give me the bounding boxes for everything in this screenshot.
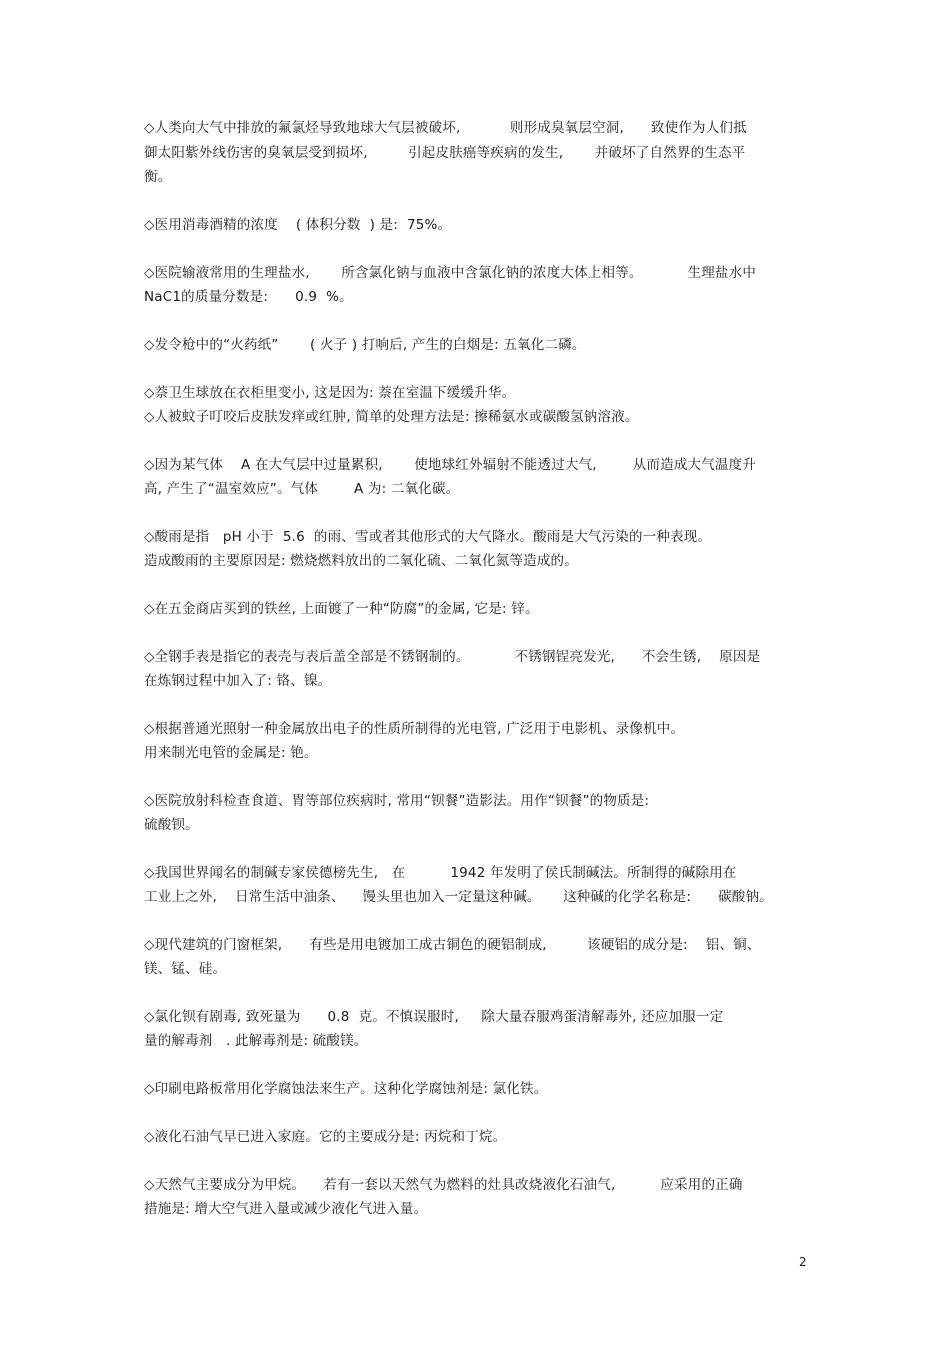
text-line: 御太阳紫外线伤害的臭氧层受到损坏, 引起皮肤癌等疾病的发生, 并破坏了自然界的生态平 — [144, 145, 746, 161]
text-line: 镁、锰、硅。 — [144, 961, 227, 977]
text-line: 量的解毒剂 . 此解毒剂是: 硫酸镁。 — [144, 1033, 368, 1049]
text-line: ◇氯化钡有剧毒, 致死量为 0.8 克。不慎误服时, 除大量吞服鸡蛋清解毒外, 还应加服一定 — [144, 1009, 724, 1025]
text-line: ◇酸雨是指 pH 小于 5.6 的雨、雪或者其他形式的大气降水。酸雨是大气污染的一种表现。 — [144, 529, 712, 545]
text-line: ◇医用消毒酒精的浓度 ( 体积分数 ) 是: 75%。 — [144, 217, 452, 233]
text-line: ◇人被蚊子叮咬后皮肤发痒或红肿, 简单的处理方法是: 擦稀氨水或碳酸氢钠溶液。 — [144, 409, 639, 425]
text-line: ◇萘卫生球放在衣柜里变小, 这是因为: 萘在室温下缓缓升华。 — [144, 385, 516, 401]
text-line: ◇全钢手表是指它的表壳与表后盖全部是不锈钢制的。 不锈钢锃亮发光, 不会生锈, 原因是 — [144, 649, 761, 665]
text-line: 高, 产生了“温室效应”。气体 A 为: 二氧化碳。 — [144, 481, 460, 497]
text-line: ◇天然气主要成分为甲烷。 若有一套以天然气为燃料的灶具改烧液化石油气, 应采用的正确 — [144, 1177, 743, 1193]
text-line: ◇我国世界闻名的制碱专家侯德榜先生, 在 1942 年发明了侯氏制碱法。所制得的碱除用在 — [144, 865, 737, 881]
text-line: ◇人类向大气中排放的氟氯烃导致地球大气层被破坏, 则形成臭氧层空洞, 致使作为人们抵 — [144, 120, 747, 136]
page-number: 2 — [799, 1255, 807, 1269]
text-line: 工业上之外, 日常生活中油条、 馒头里也加入一定量这种碱。 这种碱的化学名称是: 碳酸钠。 — [144, 889, 773, 905]
text-line: 在炼钢过程中加入了: 铬、镍。 — [144, 673, 332, 689]
text-line: ◇发令枪中的“火药纸” ( 火子 ) 打响后, 产生的白烟是: 五氧化二磷。 — [144, 337, 586, 353]
text-line: ◇因为某气体 A 在大气层中过量累积, 使地球红外辐射不能透过大气, 从而造成大气温度升 — [144, 457, 757, 473]
text-line: ◇医院输液常用的生理盐水, 所含氯化钠与血液中含氯化钠的浓度大体上相等。 生理盐水中 — [144, 265, 757, 281]
text-line: 衡。 — [144, 169, 172, 185]
text-line: 硫酸钡。 — [144, 817, 199, 833]
text-line: 用来制光电管的金属是: 铯。 — [144, 745, 318, 761]
text-line: ◇现代建筑的门窗框架, 有些是用电镀加工成古铜色的硬铝制成, 该硬铝的成分是: 铝、铜、 — [144, 937, 761, 953]
text-line: NaC1的质量分数是: 0.9 %。 — [144, 289, 353, 305]
text-line: ◇根据普通光照射一种金属放出电子的性质所制得的光电管, 广泛用于电影机、录像机中。 — [144, 721, 685, 737]
text-line: 造成酸雨的主要原因是: 燃烧燃料放出的二氧化硫、二氧化氮等造成的。 — [144, 553, 578, 569]
text-line: ◇医院放射科检查食道、胃等部位疾病时, 常用“钡餐”造影法。用作“钡餐”的物质是: — [144, 793, 650, 809]
text-line: ◇印刷电路板常用化学腐蚀法来生产。这种化学腐蚀剂是: 氯化铁。 — [144, 1081, 548, 1097]
text-line: ◇在五金商店买到的铁丝, 上面镀了一种“防腐”的金属, 它是: 锌。 — [144, 601, 539, 617]
text-line: ◇液化石油气早已进入家庭。它的主要成分是: 丙烷和丁烷。 — [144, 1129, 507, 1145]
text-line: 措施是: 增大空气进入量或减少液化气进入量。 — [144, 1201, 428, 1217]
